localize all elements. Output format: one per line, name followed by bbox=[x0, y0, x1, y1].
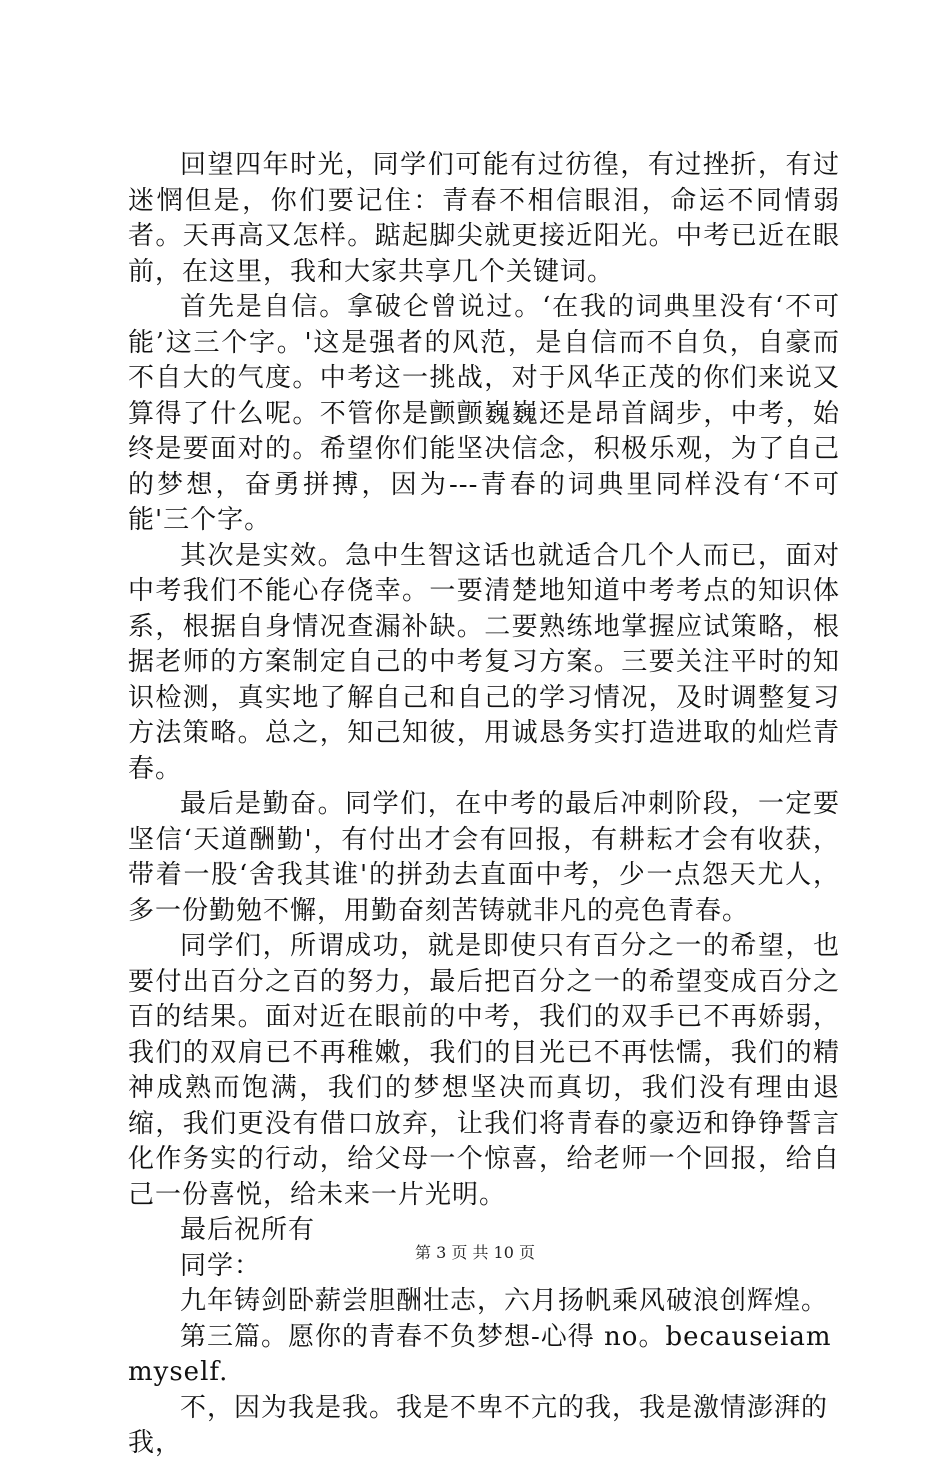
document-body bbox=[128, 148, 840, 1462]
paragraph-success: 同学们，所谓成功，就是即使只有百分之一的希望，也要付出百分之百的努力，最后把百分之一的希望变成百分之百的结果。面对近在眼前的中考，我们的双手已不再娇弱，我们的双肩已不再稚嫩，我们的目光已不再怯懦，我们的精神成熟而饱满，我们的梦想坚决而真切，我们没有理由退缩，我们更没有借口放弃，让我们将青春的豪迈和铮铮誓言化作务实的行动，给父母一个惊喜，给老师一个回报，给自己一份喜悦，给未来一片光明。 bbox=[128, 931, 840, 1210]
page-number: 第 3 页 共 10 页 bbox=[415, 1243, 535, 1262]
paragraph-diligence: 最后是勤奋。同学们，在中考的最后冲刺阶段，一定要坚信‘天道酬勤'，有付出才会有回报，有耕耘才会有收获，带着一股‘舍我其谁'的拼劲去直面中考，少一点怨天尤人，多一份勤勉不懈，用勤奋刻苦铸就非凡的亮色青春。 bbox=[128, 789, 840, 926]
paragraph-couplet: 九年铸剑卧薪尝胆酬壮志，六月扬帆乘风破浪创辉煌。 bbox=[180, 1286, 829, 1316]
paragraph-intro: 回望四年时光，同学们可能有过彷徨，有过挫折，有过迷惘但是，你们要记住：青春不相信眼泪，命运不同情弱者。天再高又怎样。踮起脚尖就更接近阳光。中考已近在眼前，在这里，我和大家共享几个关键词。 bbox=[128, 150, 840, 287]
paragraph-classmates: 同学： bbox=[180, 1250, 262, 1281]
paragraph-chapter-three: 第三篇。愿你的青春不负梦想-心得 no。becauseiammyself. bbox=[128, 1321, 832, 1387]
paragraph-effectiveness: 其次是实效。急中生智这话也就适合几个人而已，面对中考我们不能心存侥幸。一要清楚地知道中考考点的知识体系，根据自身情况查漏补缺。二要熟练地掌握应试策略，根据老师的方案制定自己的中考复习方案。三要关注平时的知识检测，真实地了解自己和自己的学习情况，及时调整复习方法策略。总之，知己知彼，用诚恳务实打造进取的灿烂青春。 bbox=[128, 540, 840, 784]
paragraph-confidence: 首先是自信。拿破仑曾说过。‘在我的词典里没有‘不可能’这三个字。'这是强者的风范，是自信而不自负，自豪而不自大的气度。中考这一挑战，对于风华正茂的你们来说又算得了什么呢。不管你是颤颤巍巍还是昂首阔步，中考，始终是要面对的。希望你们能坚决信念，积极乐观，为了自己的梦想，奋勇拼搏，因为---青春的词典里同样没有‘不可能'三个字。 bbox=[128, 292, 840, 535]
paragraph-because: 不，因为我是我。我是不卑不亢的我，我是激情澎湃的我， bbox=[128, 1392, 829, 1458]
paragraph-wish: 最后祝所有 bbox=[180, 1215, 316, 1245]
